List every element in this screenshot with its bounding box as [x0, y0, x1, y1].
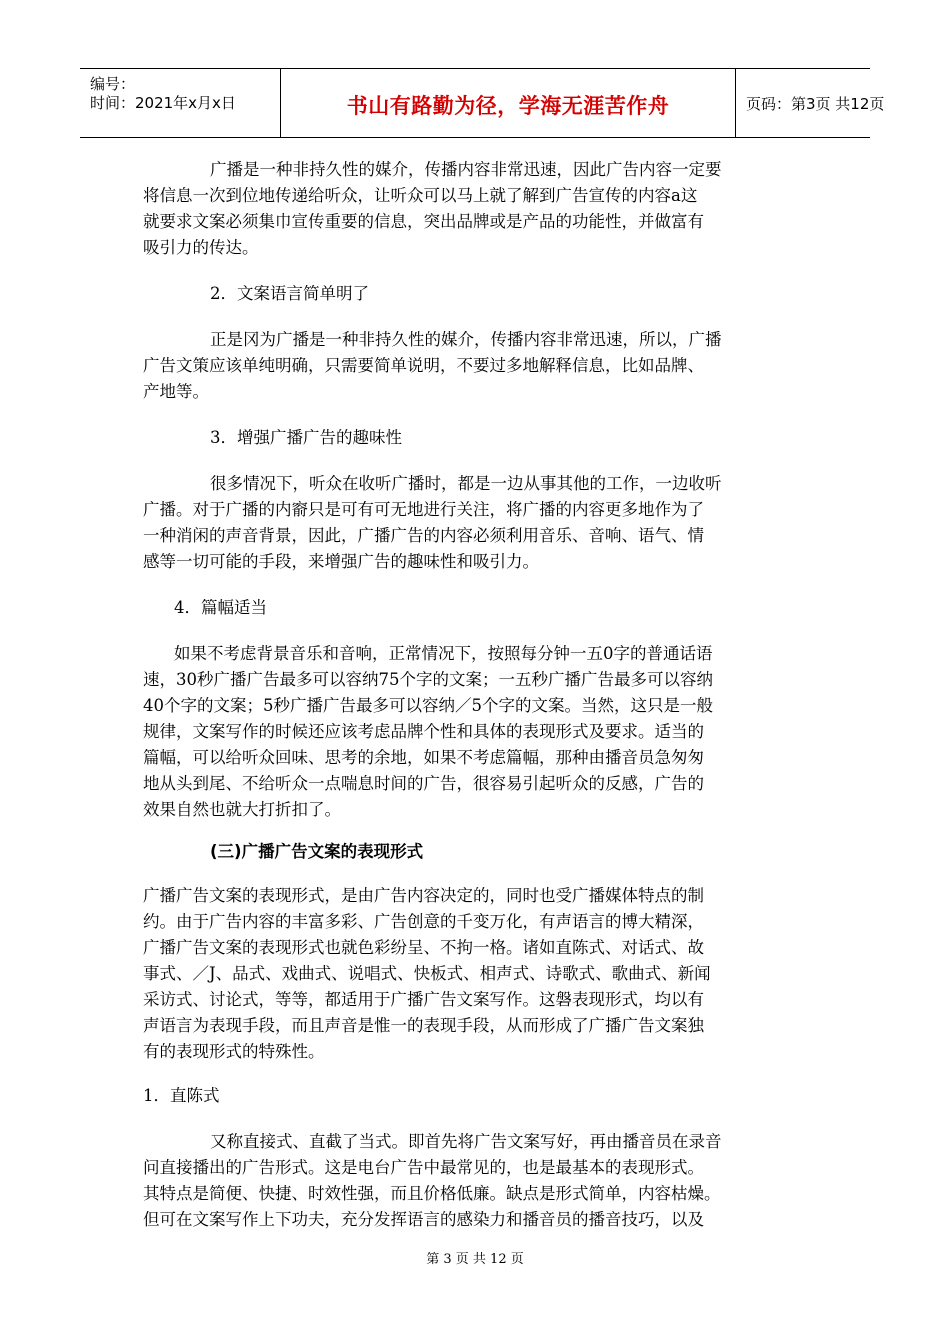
paragraph-line: 效果自然也就大打折扣了。: [143, 800, 341, 819]
paragraph-line: 将信息一次到位地传递给听众，让听众可以马上就了解到广告宣传的内容a这: [143, 186, 698, 205]
paragraph-line: 一种消闲的声音背景，因此，广播广告的内容必须利用音乐、音响、语气、情: [143, 526, 704, 545]
header-page-cell: [736, 69, 885, 137]
paragraph-line: 广播。对于广播的内窬只是可有可无地进行关注，将广播的内容更多地作为了: [143, 500, 704, 519]
paragraph-line: 产地等。: [143, 382, 209, 401]
paragraph-line: 感等一切可能的手段，来增强广告的趣味性和吸引力。: [143, 552, 539, 571]
section-heading: 1．直陈式: [143, 1086, 220, 1105]
paragraph-line: 有的表现形式的特殊性。: [143, 1042, 325, 1061]
section-heading: 4．篇幅适当: [174, 598, 267, 617]
paragraph-line: 问直接播出的广告形式。这是电台广告中最常见的，也是最基本的表现形式。: [143, 1158, 704, 1177]
paragraph-line: 篇幅，可以给听众回味、思考的余地，如果不考虑篇幅，那种由播音员急匆匆: [143, 748, 704, 767]
paragraph-line: 速，30秒广播广告最多可以容纳75个字的文案；一五秒广播广告最多可以容纳: [143, 670, 713, 689]
section-heading: 2．文案语言简单明了: [210, 284, 369, 303]
date-label: 时间：2021年x月x日: [90, 94, 236, 112]
paragraph-line: 规律，文案写作的时候还应该考虑品牌个性和具体的表现形式及要求。适当的: [143, 722, 704, 741]
paragraph-line: 地从头到尾、不给听众一点喘息时间的广告，很容易引起听众的反感，广告的: [143, 774, 704, 793]
number-label: 编号：: [90, 75, 136, 93]
header-meta-cell: [80, 69, 281, 137]
paragraph-line: 广告文策应该单纯明确，只需要简单说明，不要过多地解释信息，比如品牌、: [143, 356, 704, 375]
page-header: [80, 68, 885, 138]
paragraph-line: 采访式、讨论式，等等，都适用于广播广告文案写作。这磐表现形式，均以有: [143, 990, 704, 1009]
section-title: (三)广播广告文案的表现形式: [210, 842, 424, 861]
paragraph-line: 吸引力的传达。: [143, 238, 259, 257]
paragraph-line: 声语言为表现手段，而且声音是惟一的表现手段，从而形成了广播广告文案独: [143, 1016, 704, 1035]
page-footer: 第 3 页 共 12 页: [426, 1252, 524, 1267]
paragraph-line: 其特点是简便、快捷、时效性强，而且价格低廉。缺点是形式简单，内容枯燥。: [143, 1184, 721, 1203]
paragraph-line: 就要求文案必须集巾宣传重要的信息，突出品牌或是产品的功能性，并做富有: [143, 212, 704, 231]
paragraph-line: 如果不考虑背景音乐和音响，正常情况下，按照每分钟一五0字的普通话语: [174, 644, 713, 663]
section-heading: 3．增强广播广告的趣味性: [210, 428, 402, 447]
page-label: 页码：第3页 共12页: [746, 95, 885, 113]
paragraph-line: 又称直接式、直截了当式。即首先将广告文案写好，再由播音员在录音: [210, 1132, 722, 1151]
paragraph-line: 广播是一种非持久性的媒介，传播内容非常迅速，因此广告内容一定要: [210, 160, 722, 179]
paragraph-line: 事式、／J、品式、戏曲式、说唱式、快板式、相声式、诗歌式、歌曲式、新闻: [143, 964, 711, 983]
paragraph-line: 很多情况下，听众在收听广播时，都是一边从事其他的工作，一边收听: [210, 474, 722, 493]
paragraph-line: 正是冈为广播是一种非持久性的媒介，传播内容非常迅速，所以，广播: [210, 330, 722, 349]
motto-text: 书山有路勤为径，学海无涯苦作舟: [346, 94, 670, 118]
paragraph-line: 广播广告文案的表现形式，是由广告内容决定的，同时也受广播媒体特点的制: [143, 886, 704, 905]
paragraph-line: 但可在文案写作上下功夫，充分发挥语言的感染力和播音员的播音技巧，以及: [143, 1210, 704, 1229]
header-motto-cell: [281, 69, 736, 137]
paragraph-line: 约。由于广告内容的丰富多彩、广告创意的千变万化，有声语言的博大精深，: [143, 912, 704, 931]
paragraph-line: 40个字的文案；5秒广播广告最多可以容纳／5个字的文案。当然，这只是一般: [143, 696, 713, 715]
paragraph-line: 广播广告文案的表现形式也就色彩纷呈、不拘一格。诸如直陈式、对话式、故: [143, 938, 704, 957]
